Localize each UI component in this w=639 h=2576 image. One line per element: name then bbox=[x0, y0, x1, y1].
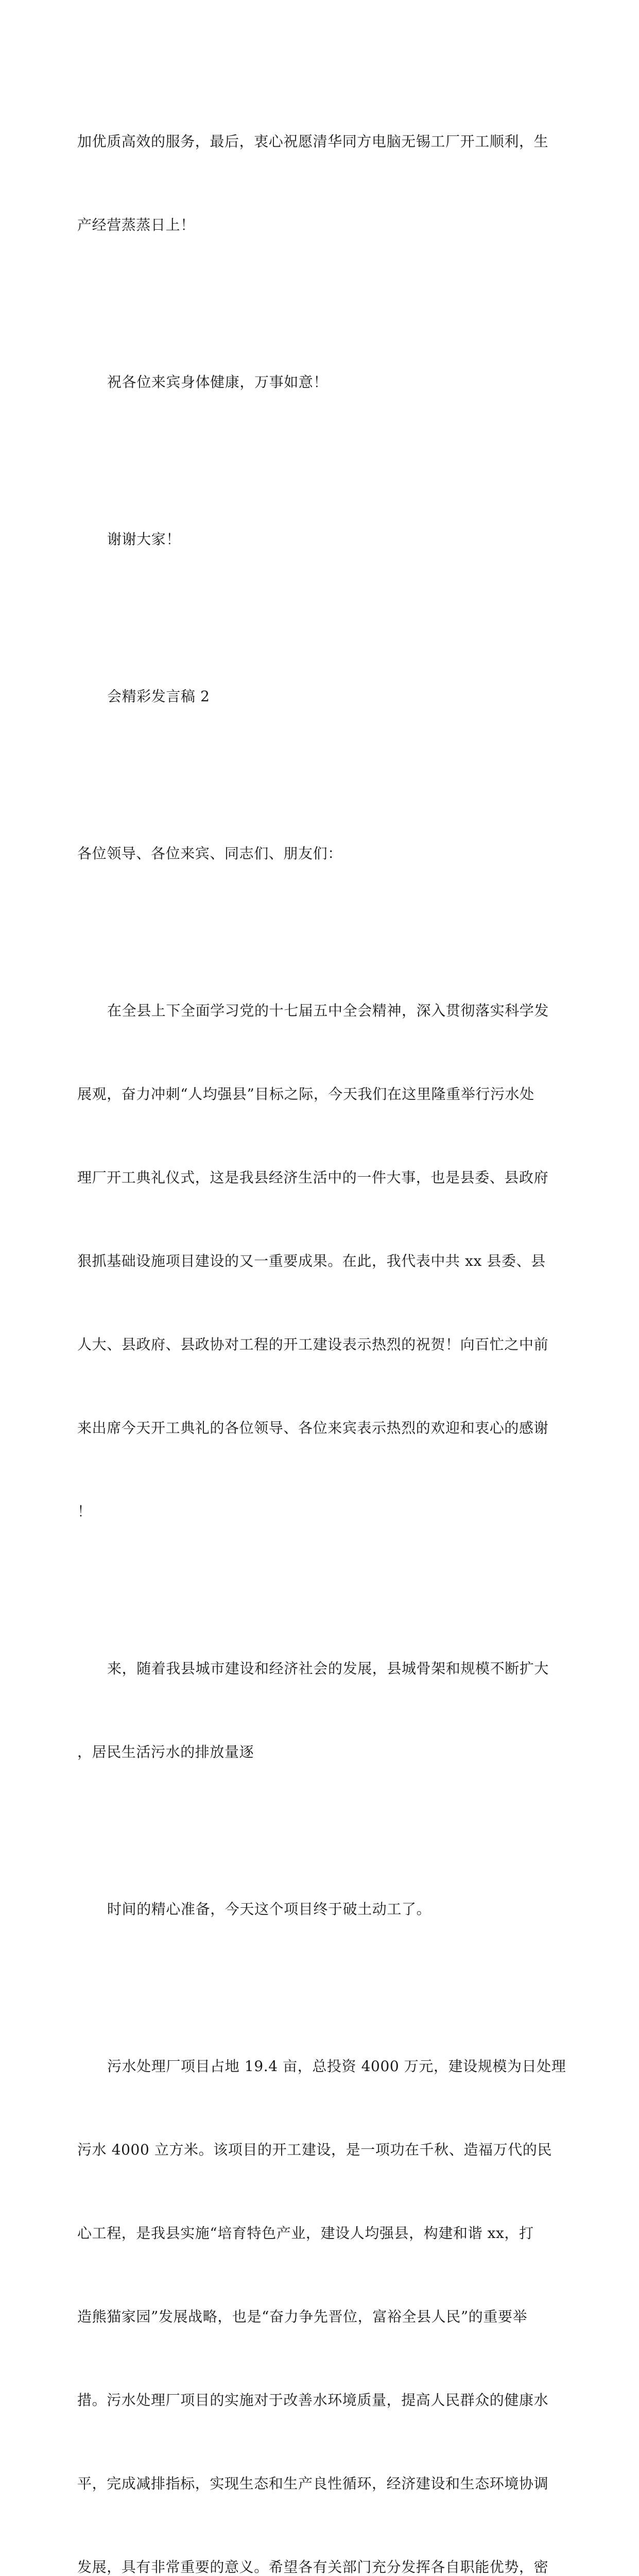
text-line: 时间的精心准备，今天这个项目终于破土动工了。 bbox=[107, 1901, 431, 1918]
paragraph-salutation bbox=[77, 784, 561, 923]
text-line: 祝各位来宾身体健康，万事如意！ bbox=[107, 374, 329, 391]
document-body bbox=[77, 72, 566, 2576]
text-line: ，居民生活污水的排放量逐 bbox=[77, 1743, 254, 1760]
text-line: 加优质高效的服务，最后，衷心祝愿清华同方电脑无锡工厂开工顺利，生 bbox=[77, 133, 549, 150]
text-line: 措。污水处理厂项目的实施对于改善水环境质量，提高人民群众的健康水 bbox=[77, 2392, 549, 2409]
section-title: 会精彩发言稿 2 bbox=[107, 688, 210, 705]
text-line: 污水处理厂项目占地 19.4 亩，总投资 4000 万元，建设规模为日处理 bbox=[107, 2058, 566, 2075]
paragraph-opening bbox=[77, 941, 561, 1581]
text-line: ！ bbox=[77, 1503, 92, 1520]
text-line: 狠抓基础设施项目建设的又一重要成果。在此，我代表中共 xx 县委、县 bbox=[77, 1252, 546, 1269]
text-line: 在全县上下全面学习党的十七届五中全会精神，深入贯彻落实科学发 bbox=[107, 1002, 549, 1019]
text-line: 污水 4000 立方米。该项目的开工建设，是一项功在千秋、造福万代的民 bbox=[77, 2141, 552, 2158]
paragraph-closing-wish bbox=[77, 72, 561, 295]
text-line: 产经营蒸蒸日上！ bbox=[77, 216, 195, 233]
paragraph-groundbreaking bbox=[77, 1840, 561, 1979]
text-line: 理厂开工典礼仪式，这是我县经济生活中的一件大事，也是县委、县政府 bbox=[77, 1169, 549, 1186]
text-line: 造熊猫家园”发展战略，也是“奋力争先晋位，富裕全县人民”的重要举 bbox=[77, 2308, 528, 2325]
paragraph-blessing bbox=[77, 313, 561, 452]
paragraph-thanks bbox=[77, 470, 561, 609]
text-line: 谢谢大家！ bbox=[107, 531, 181, 548]
text-line: 心工程，是我县实施“培育特色产业，建设人均强县，构建和谐 xx，打 bbox=[77, 2225, 534, 2242]
text-line: 来，随着我县城市建设和经济社会的发展，县城骨架和规模不断扩大 bbox=[107, 1660, 549, 1677]
text-line: 人大、县政府、县政协对工程的开工建设表示热烈的祝贺！向百忙之中前 bbox=[77, 1336, 549, 1353]
text-line: 平，完成减排指标，实现生态和生产良性循环，经济建设和生态环境协调 bbox=[77, 2475, 549, 2492]
paragraph-background bbox=[77, 1599, 561, 1822]
text-line: 来出席今天开工典礼的各位领导、各位来宾表示热烈的欢迎和衷心的感谢 bbox=[77, 1419, 549, 1436]
paragraph-project-details bbox=[77, 1997, 566, 2576]
text-line: 展观，奋力冲刺“人均强县”目标之际，今天我们在这里隆重举行污水处 bbox=[77, 1086, 534, 1103]
salutation-line: 各位领导、各位来宾、同志们、朋友们： bbox=[77, 845, 342, 862]
text-line: 发展，具有非常重要的意义。希望各有关部门充分发挥各自职能优势，密 bbox=[77, 2558, 549, 2575]
section-heading bbox=[77, 627, 561, 766]
